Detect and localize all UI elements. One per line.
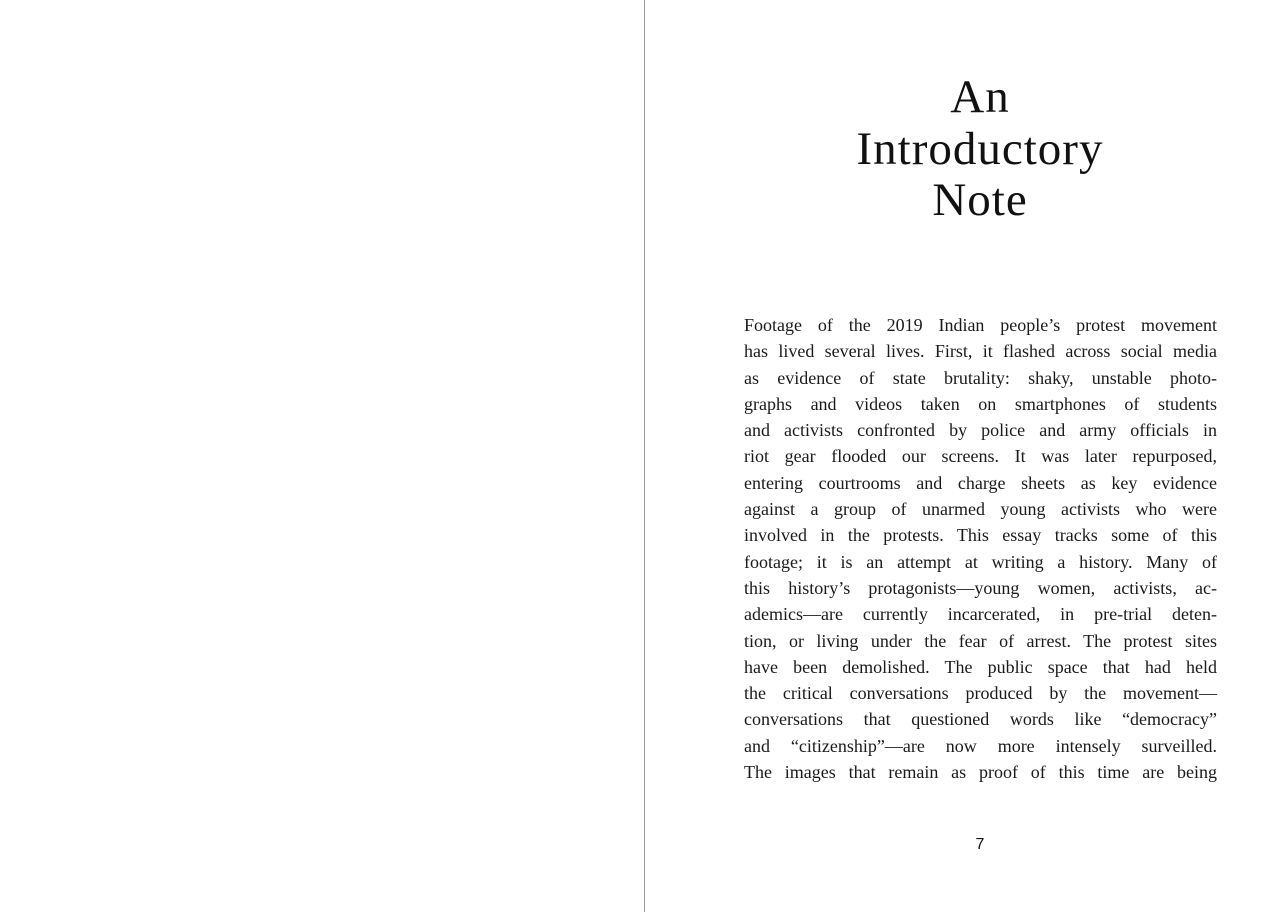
body-line: and activists confronted by police and army officials in: [744, 420, 1217, 441]
right-page: [645, 0, 1288, 912]
body-line: as evidence of state brutality: shaky, unstable photo-: [744, 367, 1217, 388]
body-line: ademics—are currently incarcerated, in pre-trial deten-: [744, 604, 1217, 625]
title-line: Introductory: [856, 122, 1104, 175]
chapter-title: [645, 72, 1288, 227]
body-line: the critical conversations produced by the movement—: [744, 683, 1217, 704]
body-line: and “citizenship”—are now more intensely surveilled.: [744, 735, 1217, 756]
body-line: entering courtrooms and charge sheets as key evidence: [744, 472, 1217, 493]
body-line: footage; it is an attempt at writing a history. Many of: [744, 551, 1217, 572]
body-paragraph: [744, 312, 1217, 785]
body-line: this history’s protagonists—young women, activists, ac-: [744, 577, 1217, 598]
title-line: An: [950, 71, 1010, 123]
body-line: graphs and videos taken on smartphones of students: [744, 393, 1217, 414]
body-line: against a group of unarmed young activists who were: [744, 499, 1217, 520]
body-line: tion, or living under the fear of arrest. The protest sites: [744, 630, 1217, 651]
title-line: Note: [932, 174, 1028, 226]
body-line: The images that remain as proof of this time are being: [744, 762, 1217, 783]
body-line: have been demolished. The public space that had held: [744, 656, 1217, 677]
body-line: conversations that questioned words like “democracy”: [744, 709, 1217, 730]
body-line: riot gear flooded our screens. It was later repurposed,: [744, 446, 1217, 467]
body-line: involved in the protests. This essay tracks some of this: [744, 525, 1217, 546]
body-line: Footage of the 2019 Indian people’s protest movement: [744, 315, 1217, 335]
body-line: has lived several lives. First, it flashed across social media: [744, 341, 1217, 362]
page-number: 7: [975, 836, 985, 853]
